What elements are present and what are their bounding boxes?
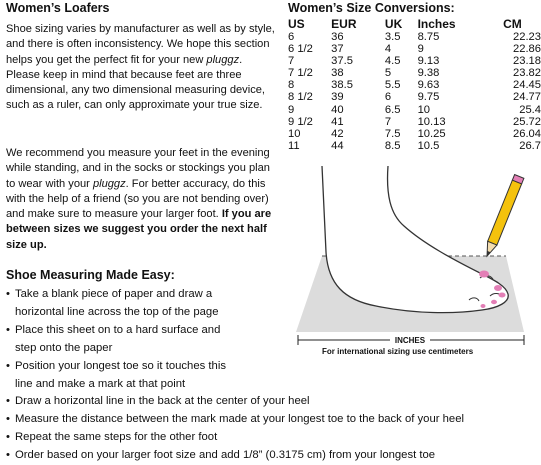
- cell-cm: 22.86: [513, 43, 541, 56]
- page-title: Women’s Loafers: [6, 1, 110, 15]
- cell-uk: 7: [384, 115, 392, 128]
- cell-uk: 4: [384, 43, 392, 56]
- cell-us: 6 1/2: [288, 43, 313, 56]
- cell-cm: 22.23: [513, 31, 541, 43]
- toenail: [481, 304, 486, 308]
- cell-us: 9: [288, 103, 295, 116]
- cell-uk: 3.5: [384, 31, 401, 43]
- cell-eur: 42: [331, 127, 344, 140]
- cell-us: 7 1/2: [288, 67, 313, 80]
- cell-eur: 39: [331, 91, 344, 104]
- cell-eur: 38: [331, 67, 344, 80]
- col-uk: UK: [384, 16, 403, 31]
- measuring-title: Shoe Measuring Made Easy:: [6, 268, 175, 282]
- cell-cm: 25.4: [519, 103, 541, 116]
- table-row: [288, 128, 541, 140]
- list-item: • Draw a horizontal line in the back at the center of your heel: [6, 393, 464, 411]
- cell-inches: 9.13: [417, 55, 440, 68]
- table-row: [288, 104, 541, 116]
- cell-us: 11: [288, 139, 300, 152]
- cell-uk: 7.5: [384, 127, 401, 140]
- cell-uk: 4.5: [384, 55, 401, 68]
- cell-us: 6: [288, 31, 295, 43]
- cell-uk: 5: [384, 67, 392, 80]
- cell-uk: 6: [384, 91, 392, 104]
- list-item: step onto the paper: [15, 341, 113, 354]
- table-row: [288, 67, 541, 79]
- cell-inches: 10: [417, 103, 431, 116]
- table-row: [288, 116, 541, 128]
- cell-inches: 9: [417, 43, 424, 56]
- cell-cm: 23.82: [513, 67, 541, 80]
- intro-text-d: . For better accuracy, do this with the help of a friend (so you are not bending over) and make sure to measure your larger foot.: [6, 177, 269, 221]
- list-item: line and make a mark at that point: [15, 377, 186, 390]
- conversion-title: Women’s Size Conversions:: [288, 1, 455, 15]
- cell-cm: 25.72: [513, 115, 541, 128]
- table-row: [288, 55, 541, 67]
- intro-text-c: We recommend you measure your feet in the evening while standing, and in the socks or stockings you plan to wear with your: [6, 147, 270, 190]
- brand-name: pluggz: [206, 53, 240, 66]
- foot-icon: [322, 166, 508, 313]
- cell-us: 8 1/2: [288, 91, 313, 104]
- table-row: [288, 31, 541, 43]
- foot-measuring-illustration: [284, 164, 536, 350]
- cell-uk: 5.5: [384, 79, 401, 92]
- cell-us: 10: [288, 127, 301, 140]
- cell-cm: 24.45: [513, 79, 541, 92]
- list-item: • Position your longest toe so it touches this: [6, 358, 464, 376]
- intro-paragraph-1: [6, 22, 277, 114]
- cell-inches: 8.75: [417, 31, 440, 43]
- table-row: [288, 79, 541, 91]
- table-row: [288, 140, 541, 152]
- brand-name: pluggz: [92, 177, 126, 190]
- col-inches: Inches: [417, 16, 456, 31]
- cell-eur: 41: [331, 115, 344, 128]
- list-item: • Measure the distance between the mark made at your longest toe to the back of your heel: [6, 411, 464, 429]
- toenail: [499, 293, 506, 298]
- cell-us: 9 1/2: [288, 115, 313, 128]
- cell-uk: 8.5: [384, 139, 401, 152]
- cell-inches: 10.13: [417, 115, 446, 128]
- cell-inches: 9.38: [417, 67, 440, 80]
- col-us: US: [288, 16, 305, 31]
- cell-eur: 37.5: [331, 55, 353, 68]
- cell-inches: 10.25: [417, 127, 446, 140]
- cell-eur: 36: [331, 31, 344, 43]
- pencil-icon: [482, 175, 523, 258]
- list-item: • Order based on your larger foot size and add 1/8” (0.3175 cm) from your longest toe: [6, 447, 464, 465]
- cell-us: 8: [288, 79, 295, 92]
- cell-uk: 6.5: [384, 103, 401, 116]
- intro-text-a: Shoe sizing varies by manufacturer as well as by style, and there is often inconsistency. We hope this section helps you get the perfect fit for your new: [6, 23, 275, 66]
- cell-eur: 44: [331, 139, 344, 152]
- table-header-row: [288, 16, 541, 31]
- cell-cm: 24.77: [513, 91, 541, 104]
- cell-inches: 9.75: [417, 91, 440, 104]
- ruler-label: INCHES: [394, 336, 426, 345]
- cell-cm: 23.18: [513, 55, 541, 68]
- table-row: [288, 43, 541, 55]
- cell-cm: 26.04: [513, 127, 541, 140]
- table-row: [288, 91, 541, 103]
- list-item: horizontal line across the top of the page: [15, 305, 219, 318]
- intro-paragraph-2: [6, 146, 278, 253]
- col-eur: EUR: [331, 16, 357, 31]
- cell-inches: 10.5: [417, 139, 440, 152]
- list-item: • Place this sheet on to a hard surface and: [6, 322, 464, 340]
- cell-eur: 40: [331, 103, 344, 116]
- cell-eur: 37: [331, 43, 344, 56]
- col-cm: CM: [503, 16, 522, 31]
- sizing-caption: For international sizing use centimeters: [322, 347, 474, 356]
- intro-text-b: . Please keep in mind that because feet are three dimensional, any two dimensional measuring device, such as a ruler, can only approximate your true size.: [6, 53, 265, 112]
- cell-cm: 26.7: [519, 139, 541, 152]
- toenail: [479, 271, 489, 278]
- list-item: • Repeat the same steps for the other foot: [6, 429, 464, 447]
- cell-inches: 9.63: [417, 79, 440, 92]
- size-conversion-table: [288, 16, 541, 152]
- list-item: • Take a blank piece of paper and draw a: [6, 286, 464, 304]
- cell-eur: 38.5: [331, 79, 353, 92]
- toenail: [491, 300, 497, 304]
- sizing-advice: If you are between sizes we suggest you order the next half size up.: [6, 208, 272, 251]
- toenail: [494, 285, 502, 291]
- cell-us: 7: [288, 55, 295, 68]
